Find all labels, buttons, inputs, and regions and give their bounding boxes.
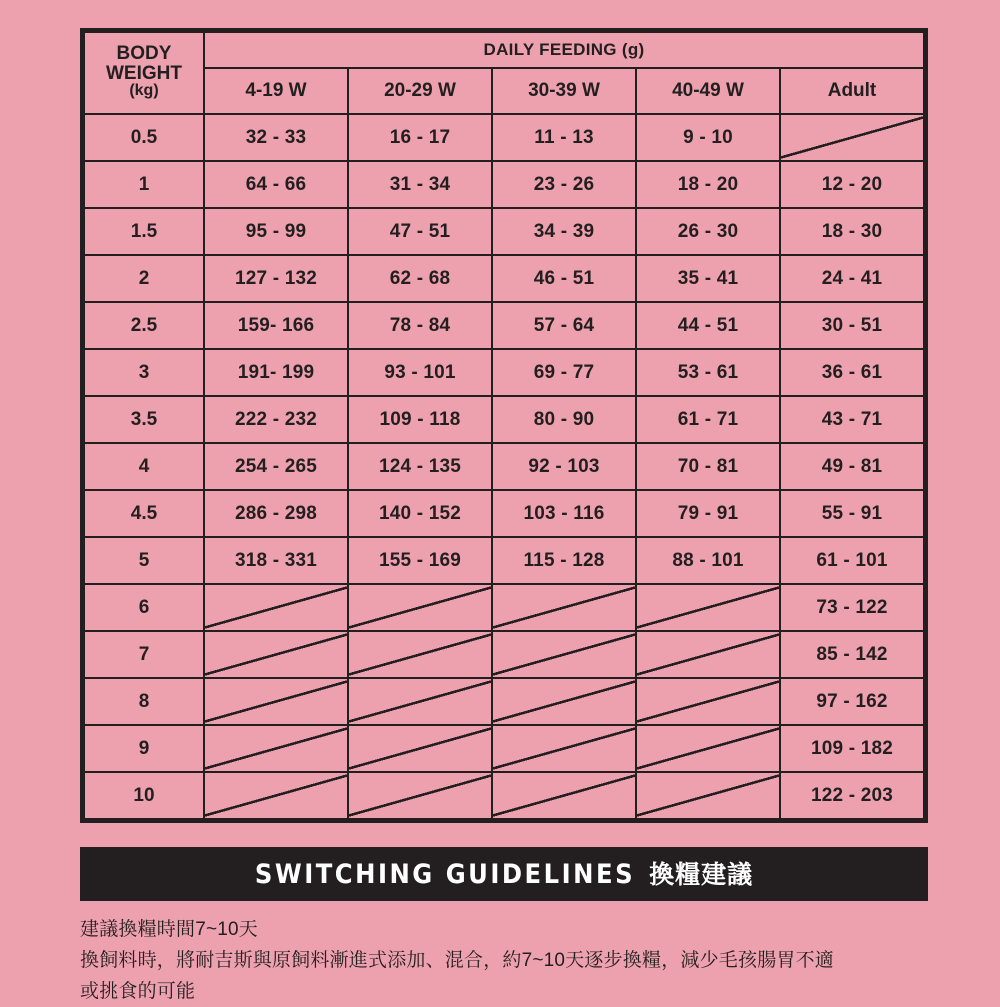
table-row (84, 584, 924, 631)
body-weight-line1: BODY (116, 42, 172, 64)
table-row (84, 349, 924, 396)
feeding-amount-cell: 26 - 30 (636, 208, 780, 255)
table-row (84, 114, 924, 161)
table-row (84, 678, 924, 725)
table-row (84, 255, 924, 302)
empty-cell (492, 631, 636, 678)
empty-cell (204, 725, 348, 772)
weight-cell: 2.5 (84, 302, 204, 349)
switching-title-en: SWITCHING GUIDELINES (254, 859, 636, 890)
column-header-20-29w: 20-29 W (348, 68, 492, 114)
weight-cell: 2 (84, 255, 204, 302)
feeding-amount-cell: 88 - 101 (636, 537, 780, 584)
feeding-amount-cell: 55 - 91 (780, 490, 924, 537)
feeding-amount-cell: 31 - 34 (348, 161, 492, 208)
weight-cell: 7 (84, 631, 204, 678)
table-row (84, 537, 924, 584)
empty-cell (204, 631, 348, 678)
feeding-amount-cell: 70 - 81 (636, 443, 780, 490)
table-row (84, 208, 924, 255)
body-weight-unit: (kg) (129, 82, 159, 100)
feeding-amount-cell: 24 - 41 (780, 255, 924, 302)
feeding-amount-cell: 32 - 33 (204, 114, 348, 161)
empty-cell (780, 114, 924, 161)
empty-cell (492, 772, 636, 819)
feeding-amount-cell: 16 - 17 (348, 114, 492, 161)
empty-cell (348, 631, 492, 678)
feeding-amount-cell: 85 - 142 (780, 631, 924, 678)
empty-cell (636, 631, 780, 678)
feeding-amount-cell: 61 - 101 (780, 537, 924, 584)
table-row (84, 302, 924, 349)
weight-cell: 1.5 (84, 208, 204, 255)
feeding-amount-cell: 318 - 331 (204, 537, 348, 584)
feeding-amount-cell: 35 - 41 (636, 255, 780, 302)
feeding-amount-cell: 92 - 103 (492, 443, 636, 490)
body-weight-header (84, 32, 204, 114)
feeding-amount-cell: 115 - 128 (492, 537, 636, 584)
feeding-amount-cell: 124 - 135 (348, 443, 492, 490)
table-row (84, 772, 924, 819)
empty-cell (636, 678, 780, 725)
empty-cell (636, 725, 780, 772)
weight-cell: 9 (84, 725, 204, 772)
weight-cell: 0.5 (84, 114, 204, 161)
feeding-amount-cell: 254 - 265 (204, 443, 348, 490)
weight-cell: 5 (84, 537, 204, 584)
feeding-amount-cell: 191- 199 (204, 349, 348, 396)
feeding-amount-cell: 46 - 51 (492, 255, 636, 302)
feeding-amount-cell: 43 - 71 (780, 396, 924, 443)
column-header-40-49w: 40-49 W (636, 68, 780, 114)
feeding-amount-cell: 93 - 101 (348, 349, 492, 396)
feeding-amount-cell: 109 - 182 (780, 725, 924, 772)
column-header-4-19w: 4-19 W (204, 68, 348, 114)
body-weight-line2: WEIGHT (106, 62, 182, 84)
feeding-amount-cell: 69 - 77 (492, 349, 636, 396)
feeding-amount-cell: 62 - 68 (348, 255, 492, 302)
feeding-amount-cell: 109 - 118 (348, 396, 492, 443)
weight-cell: 10 (84, 772, 204, 819)
empty-cell (636, 772, 780, 819)
feeding-amount-cell: 127 - 132 (204, 255, 348, 302)
feeding-amount-cell: 53 - 61 (636, 349, 780, 396)
empty-cell (204, 772, 348, 819)
feeding-amount-cell: 140 - 152 (348, 490, 492, 537)
feeding-amount-cell: 61 - 71 (636, 396, 780, 443)
table-row (84, 631, 924, 678)
feeding-amount-cell: 18 - 30 (780, 208, 924, 255)
weight-cell: 4 (84, 443, 204, 490)
empty-cell (348, 725, 492, 772)
table-body (84, 114, 924, 819)
feeding-amount-cell: 286 - 298 (204, 490, 348, 537)
feeding-amount-cell: 36 - 61 (780, 349, 924, 396)
table-row (84, 725, 924, 772)
empty-cell (492, 725, 636, 772)
empty-cell (348, 772, 492, 819)
empty-cell (492, 584, 636, 631)
switching-title-zh: 換糧建議 (649, 861, 754, 889)
feeding-amount-cell: 18 - 20 (636, 161, 780, 208)
weight-cell: 8 (84, 678, 204, 725)
table-row (84, 490, 924, 537)
feeding-amount-cell: 222 - 232 (204, 396, 348, 443)
feeding-amount-cell: 103 - 116 (492, 490, 636, 537)
switching-note-line2: 換飼料時，將耐吉斯與原飼料漸進式添加、混合，約7~10天逐步換糧，減少毛孩腸胃不適 (80, 949, 834, 971)
weight-cell: 4.5 (84, 490, 204, 537)
table-header-row-columns (84, 68, 924, 114)
switching-note-line1: 建議換糧時間7~10天 (80, 919, 258, 940)
feeding-amount-cell: 79 - 91 (636, 490, 780, 537)
feeding-amount-cell: 23 - 26 (492, 161, 636, 208)
feeding-amount-cell: 122 - 203 (780, 772, 924, 819)
feeding-amount-cell: 73 - 122 (780, 584, 924, 631)
weight-cell: 6 (84, 584, 204, 631)
feeding-amount-cell: 57 - 64 (492, 302, 636, 349)
table-header-row-top (84, 32, 924, 68)
empty-cell (348, 584, 492, 631)
feeding-amount-cell: 159- 166 (204, 302, 348, 349)
switching-notes (80, 915, 928, 1007)
weight-cell: 3.5 (84, 396, 204, 443)
feeding-amount-cell: 155 - 169 (348, 537, 492, 584)
empty-cell (204, 584, 348, 631)
feeding-amount-cell: 30 - 51 (780, 302, 924, 349)
table-row (84, 396, 924, 443)
weight-cell: 3 (84, 349, 204, 396)
feeding-table-container (80, 28, 928, 823)
empty-cell (348, 678, 492, 725)
feeding-amount-cell: 9 - 10 (636, 114, 780, 161)
daily-feeding-header: DAILY FEEDING (g) (204, 32, 924, 68)
feeding-amount-cell: 49 - 81 (780, 443, 924, 490)
daily-feeding-table (83, 31, 925, 820)
column-header-adult: Adult (780, 68, 924, 114)
feeding-amount-cell: 34 - 39 (492, 208, 636, 255)
table-row (84, 161, 924, 208)
empty-cell (492, 678, 636, 725)
feeding-amount-cell: 44 - 51 (636, 302, 780, 349)
table-row (84, 443, 924, 490)
column-header-30-39w: 30-39 W (492, 68, 636, 114)
feeding-amount-cell: 64 - 66 (204, 161, 348, 208)
switching-guidelines-bar (80, 847, 928, 901)
feeding-amount-cell: 78 - 84 (348, 302, 492, 349)
table-header (84, 32, 924, 114)
feeding-amount-cell: 95 - 99 (204, 208, 348, 255)
feeding-amount-cell: 12 - 20 (780, 161, 924, 208)
switching-note-line3: 或挑食的可能 (80, 980, 196, 1002)
empty-cell (204, 678, 348, 725)
empty-cell (636, 584, 780, 631)
feeding-amount-cell: 11 - 13 (492, 114, 636, 161)
feeding-amount-cell: 80 - 90 (492, 396, 636, 443)
weight-cell: 1 (84, 161, 204, 208)
feeding-amount-cell: 47 - 51 (348, 208, 492, 255)
feeding-amount-cell: 97 - 162 (780, 678, 924, 725)
